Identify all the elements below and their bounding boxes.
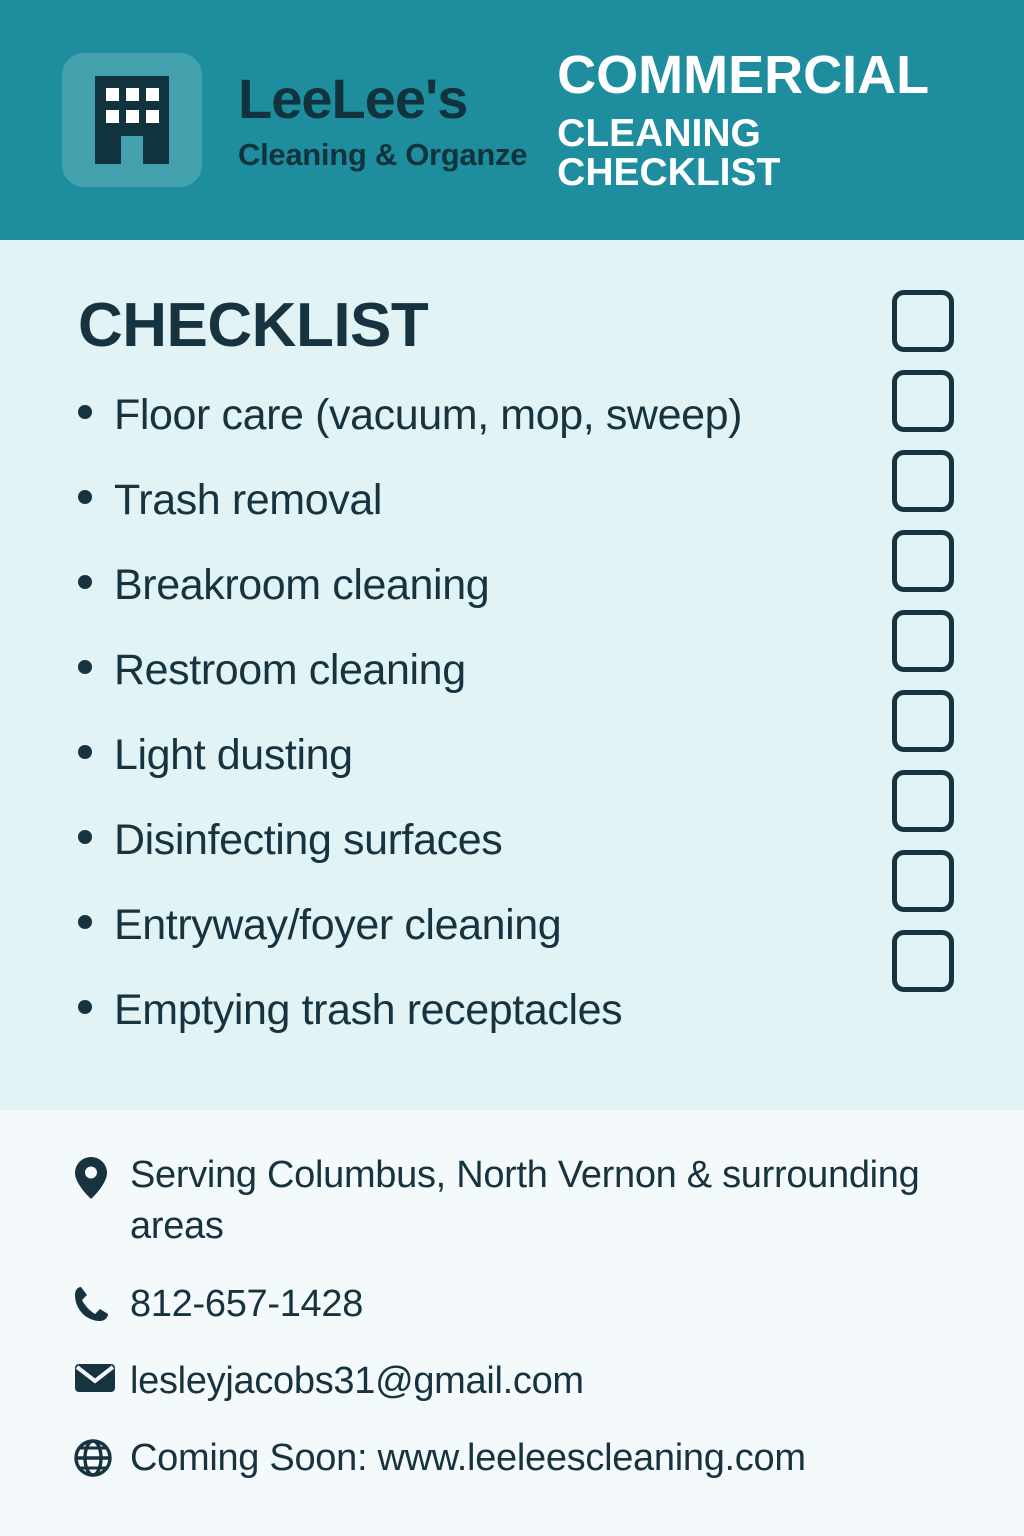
checkbox[interactable] — [892, 770, 954, 832]
list-item — [78, 901, 962, 989]
list-item — [78, 816, 962, 904]
checkbox-column — [892, 290, 954, 992]
list-item-label: Light dusting — [114, 731, 353, 780]
title-line-1: COMMERCIAL — [557, 45, 930, 105]
checklist-section — [0, 240, 1024, 1110]
bullet-icon — [78, 1000, 92, 1014]
header-banner — [0, 0, 1024, 240]
title-line-2: CLEANING CHECKLIST — [557, 112, 781, 194]
list-item — [78, 986, 962, 1074]
bullet-icon — [78, 405, 92, 419]
list-item-label: Floor care (vacuum, mop, sweep) — [114, 391, 743, 440]
brand-block — [238, 66, 528, 172]
globe-icon — [74, 1433, 130, 1477]
contact-text-phone: 812-657-1428 — [130, 1282, 364, 1325]
list-item-label: Entryway/foyer cleaning — [114, 901, 562, 950]
list-item-label: Disinfecting surfaces — [114, 816, 503, 865]
bullet-icon — [78, 490, 92, 504]
checkbox[interactable] — [892, 370, 954, 432]
brand-tagline: Cleaning & Organze — [238, 136, 528, 172]
list-item — [78, 476, 962, 564]
contact-section — [0, 1110, 1024, 1536]
list-item — [78, 391, 962, 479]
list-item — [78, 731, 962, 819]
contact-row-website[interactable] — [74, 1433, 962, 1484]
office-building-icon — [89, 72, 175, 168]
location-pin-icon — [74, 1150, 130, 1200]
brand-name: LeeLee's — [238, 66, 468, 130]
list-item-label: Trash removal — [114, 476, 383, 525]
checklist-heading: CHECKLIST — [78, 291, 429, 360]
list-item — [78, 561, 962, 649]
envelope-icon — [74, 1356, 130, 1394]
checkbox[interactable] — [892, 530, 954, 592]
contact-text-email: lesleyjacobs31@gmail.com — [130, 1359, 584, 1402]
checkbox[interactable] — [892, 450, 954, 512]
logo-tile — [62, 53, 202, 187]
bullet-icon — [78, 575, 92, 589]
bullet-icon — [78, 660, 92, 674]
checkbox[interactable] — [892, 850, 954, 912]
checkbox[interactable] — [892, 690, 954, 752]
contact-row-email[interactable] — [74, 1356, 962, 1407]
list-item — [78, 646, 962, 734]
list-item-label: Breakroom cleaning — [114, 561, 490, 610]
list-item-label: Emptying trash receptacles — [114, 986, 623, 1035]
checkbox[interactable] — [892, 290, 954, 352]
bullet-icon — [78, 915, 92, 929]
document-title — [557, 45, 962, 194]
phone-icon — [74, 1279, 130, 1323]
contact-row-location — [74, 1150, 962, 1253]
contact-row-phone[interactable] — [74, 1279, 962, 1330]
checkbox[interactable] — [892, 930, 954, 992]
contact-text-website: Coming Soon: www.leeleescleaning.com — [130, 1437, 806, 1480]
bullet-icon — [78, 745, 92, 759]
contact-text-location: Serving Columbus, North Vernon & surrounding areas — [130, 1154, 920, 1248]
list-item-label: Restroom cleaning — [114, 646, 466, 695]
checkbox[interactable] — [892, 610, 954, 672]
checklist-items — [78, 391, 962, 1074]
bullet-icon — [78, 830, 92, 844]
